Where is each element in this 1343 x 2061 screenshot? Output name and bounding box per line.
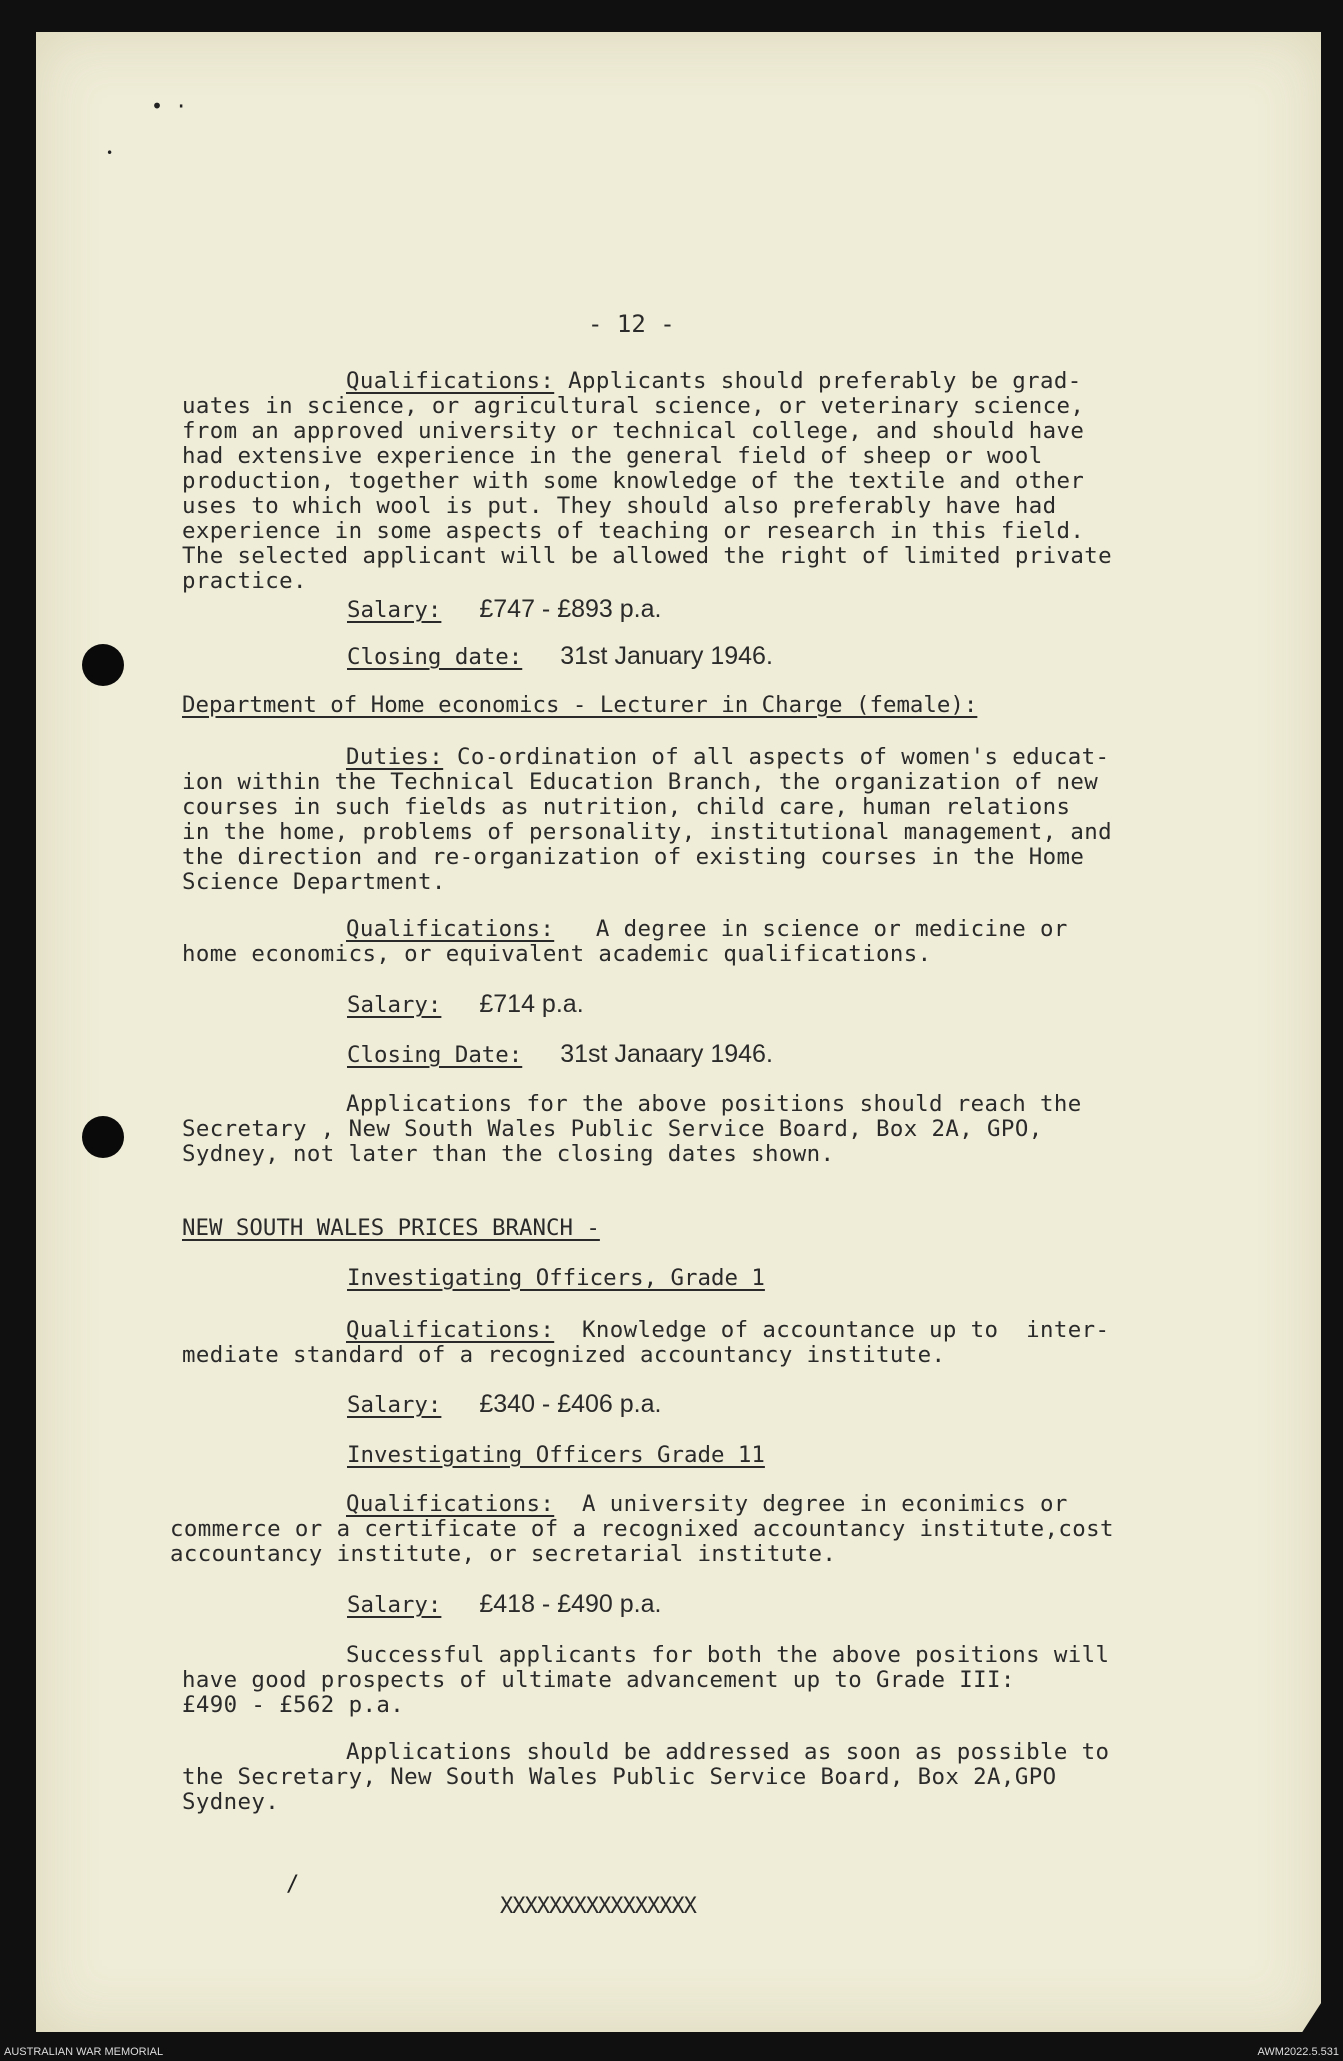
prices-branch-heading: NEW SOUTH WALES PRICES BRANCH - [182,1215,600,1241]
salary-line-3: Salary: £340 - £406 p.a. [347,1390,662,1418]
punch-hole-bottom [82,1116,124,1158]
end-of-section-mark: XXXXXXXXXXXXXXXX [500,1894,696,1919]
applications-paragraph-1: Applications for the above positions should reach the Secretary , New South Wales Public Service Board, Box 2A, GPO, Sydney, not later than the closing dates shown. [182,1091,1082,1167]
applications-paragraph-2: Applications should be addressed as soon as possible to the Secretary, New South Wales Public Service Board, Box 2A,GPO Sydney. [182,1739,1110,1815]
footer-left-text: AUSTRALIAN WAR MEMORIAL [4,2046,164,2058]
page-number: - 12 - [588,310,675,338]
qualifications-paragraph-3: Qualifications: Knowledge of accountance up to inter- mediate standard of a recognized accountancy institute. [182,1317,1110,1368]
qualifications-label: Qualifications: [346,368,555,394]
duties-label: Duties: [346,744,444,770]
duties-paragraph: Duties: Co-ordination of all aspects of women's educat- ion within the Technical Education Branch, the organization of new courses in such fields as nutrition, child care, human relations in the home, problems of personality, institutional management, and the direction and re-organization of existing courses in the Home Science Department. [182,744,1112,895]
salary-line-2: Salary: £714 p.a. [347,990,584,1018]
investigating-officers-grade-2-heading: Investigating Officers Grade 11 [347,1442,765,1468]
document-page [36,32,1321,2032]
paper-blemish: / [286,1872,300,1897]
home-economics-heading: Department of Home economics - Lecturer in Charge (female): [182,692,978,718]
salary-line-4: Salary: £418 - £490 p.a. [347,1590,662,1618]
paper-blemish: • [106,146,114,160]
closing-date-line-1: Closing date: 31st January 1946. [347,642,773,670]
salary-line-1: Salary: £747 - £893 p.a. [347,595,662,623]
investigating-officers-grade-1-heading: Investigating Officers, Grade 1 [347,1265,765,1291]
footer-right-text: AWM2022.5.531 [1257,2046,1339,2058]
successful-applicants-paragraph: Successful applicants for both the above positions will have good prospects of ultimate advancement up to Grade III: £490 - £562 p.a. [182,1642,1110,1718]
qualifications-paragraph: Qualifications: Applicants should preferably be grad- uates in science, or agricultural science, or veterinary science, from an approved university or technical college, and should have had extensive experience in the general field of sheep or wool production, together with some knowledge of the textile and other uses to which wool is put. They should also preferably have had experience in some aspects of teaching or research in this field. The selected applicant will be allowed the right of limited private practice. [182,368,1112,594]
closing-date-line-2: Closing Date: 31st Janaary 1946. [347,1040,773,1068]
qualifications-paragraph-2: Qualifications: A degree in science or medicine or home economics, or equivalent academic qualifications. [182,916,1068,967]
qualifications-paragraph-4: Qualifications: A university degree in econimics or commerce or a certificate of a recognixed accountancy institute,cost accountancy institute, or secretarial institute. [170,1491,1114,1567]
punch-hole-top [82,644,124,686]
paper-blemish: • · [151,94,188,118]
